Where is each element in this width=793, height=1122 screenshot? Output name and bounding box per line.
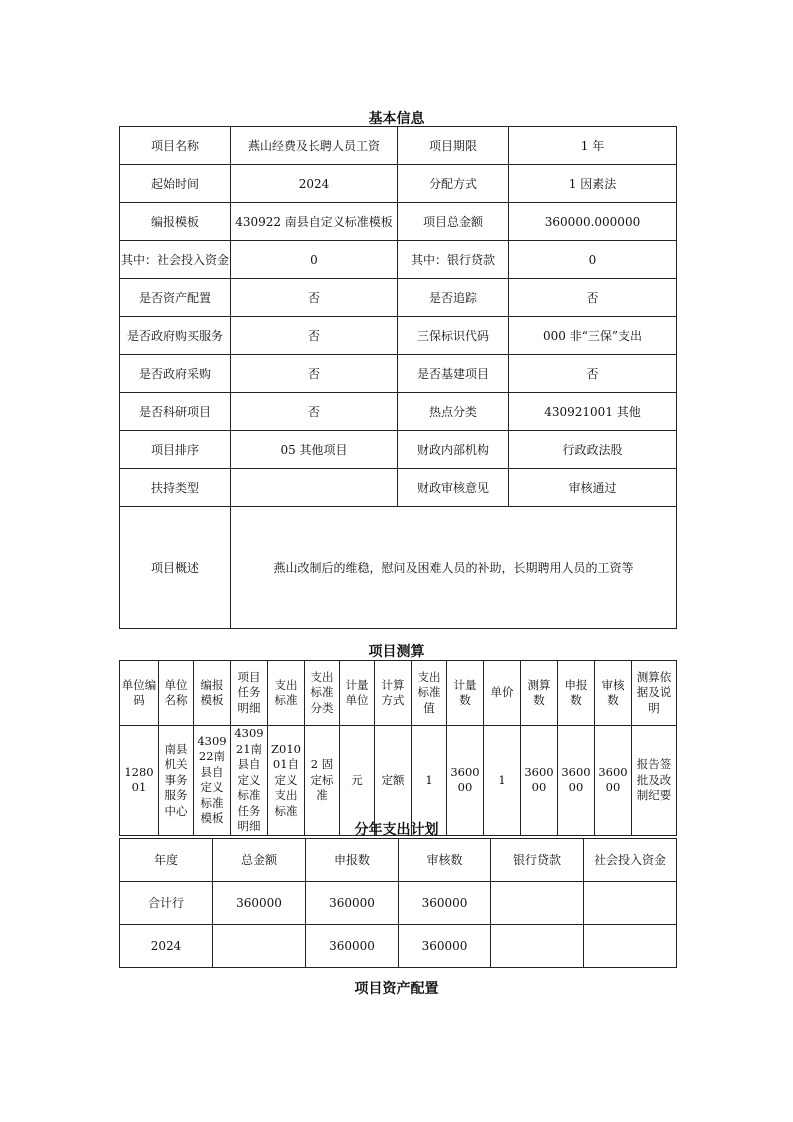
column-header: 审核数 (399, 839, 491, 882)
field-label: 财政审核意见 (398, 469, 509, 507)
plan-table (119, 838, 677, 968)
column-header: 测算依据及说明 (632, 661, 677, 726)
basic-info-row (120, 355, 677, 393)
column-header: 总金额 (213, 839, 306, 882)
table-cell: 360000 (558, 726, 595, 836)
basic-info-row (120, 241, 677, 279)
table-cell: 1 (484, 726, 521, 836)
field-label: 分配方式 (398, 165, 509, 203)
field-value: 审核通过 (509, 469, 677, 507)
field-value: 燕山经费及长聘人员工资 (231, 127, 398, 165)
table-row (120, 925, 677, 968)
table-cell: 360000 (595, 726, 632, 836)
table-cell: 360000 (521, 726, 558, 836)
table-cell: 360000 (306, 925, 399, 968)
basic-info-row (120, 279, 677, 317)
field-value: 否 (231, 279, 398, 317)
field-label: 是否基建项目 (398, 355, 509, 393)
table-cell: 2 固定标准 (305, 726, 340, 836)
field-label: 项目排序 (120, 431, 231, 469)
table-cell: 360000 (399, 925, 491, 968)
field-value: 否 (509, 355, 677, 393)
basic-info-row (120, 317, 677, 355)
field-label: 财政内部机构 (398, 431, 509, 469)
field-value: 否 (231, 355, 398, 393)
column-header: 单位编码 (120, 661, 159, 726)
table-cell: 2024 (120, 925, 213, 968)
field-value: 360000.000000 (509, 203, 677, 241)
table-cell: 南县机关事务服务中心 (159, 726, 194, 836)
table-cell: 1 (412, 726, 447, 836)
field-label: 项目概述 (120, 507, 231, 629)
column-header: 年度 (120, 839, 213, 882)
field-value: 2024 (231, 165, 398, 203)
column-header: 支出标准分类 (305, 661, 340, 726)
table-row (120, 882, 677, 925)
calc-table (119, 660, 677, 836)
asset-title: 项目资产配置 (354, 981, 439, 997)
table-cell (584, 925, 677, 968)
field-label: 其中：社会投入资金 (120, 241, 231, 279)
column-header: 项目任务明细 (231, 661, 268, 726)
project-description-value: 燕山改制后的维稳，慰问及困难人员的补助，长期聘用人员的工资等 (231, 507, 677, 629)
plan-header-row (120, 839, 677, 882)
table-cell (213, 925, 306, 968)
basic-info-table (119, 126, 677, 629)
field-label: 热点分类 (398, 393, 509, 431)
table-cell: 360000 (447, 726, 484, 836)
table-cell (584, 882, 677, 925)
field-value: 0 (509, 241, 677, 279)
basic-info-row (120, 203, 677, 241)
basic-info-title: 基本信息 (368, 111, 425, 127)
column-header: 计量单位 (340, 661, 375, 726)
field-label: 是否政府购买服务 (120, 317, 231, 355)
table-cell: Z01001自定义支出标准 (268, 726, 305, 836)
project-description-row (120, 507, 677, 629)
column-header: 银行贷款 (491, 839, 584, 882)
field-label: 起始时间 (120, 165, 231, 203)
field-label: 项目期限 (398, 127, 509, 165)
field-value: 430921001 其他 (509, 393, 677, 431)
table-cell (491, 925, 584, 968)
table-cell: 430922南县自定义标准模板 (194, 726, 231, 836)
basic-info-body (120, 127, 677, 629)
calc-header-row (120, 661, 677, 726)
column-header: 支出标准 (268, 661, 305, 726)
field-value: 否 (509, 279, 677, 317)
basic-info-row (120, 431, 677, 469)
column-header: 测算数 (521, 661, 558, 726)
column-header: 支出标准值 (412, 661, 447, 726)
field-value (231, 469, 398, 507)
field-label: 三保标识代码 (398, 317, 509, 355)
column-header: 计量数 (447, 661, 484, 726)
table-cell: 360000 (306, 882, 399, 925)
field-label: 项目名称 (120, 127, 231, 165)
table-cell (491, 882, 584, 925)
column-header: 单价 (484, 661, 521, 726)
plan-title: 分年支出计划 (354, 822, 439, 838)
field-value: 430922 南县自定义标准模板 (231, 203, 398, 241)
field-value: 0 (231, 241, 398, 279)
table-cell: 报告签批及改制纪要 (632, 726, 677, 836)
field-label: 是否科研项目 (120, 393, 231, 431)
column-header: 申报数 (306, 839, 399, 882)
calc-title: 项目测算 (368, 644, 425, 660)
field-label: 是否资产配置 (120, 279, 231, 317)
field-label: 是否政府采购 (120, 355, 231, 393)
column-header: 单位名称 (159, 661, 194, 726)
table-cell: 合计行 (120, 882, 213, 925)
field-value: 否 (231, 317, 398, 355)
field-label: 项目总金额 (398, 203, 509, 241)
field-value: 000 非“三保”支出 (509, 317, 677, 355)
table-cell: 元 (340, 726, 375, 836)
basic-info-row (120, 469, 677, 507)
field-value: 1 年 (509, 127, 677, 165)
basic-info-row (120, 393, 677, 431)
table-cell: 360000 (213, 882, 306, 925)
basic-info-row (120, 165, 677, 203)
field-label: 扶持类型 (120, 469, 231, 507)
field-label: 其中：银行贷款 (398, 241, 509, 279)
table-cell: 360000 (399, 882, 491, 925)
field-value: 否 (231, 393, 398, 431)
field-value: 1 因素法 (509, 165, 677, 203)
field-value: 行政政法股 (509, 431, 677, 469)
field-label: 是否追踪 (398, 279, 509, 317)
field-value: 05 其他项目 (231, 431, 398, 469)
table-cell: 128001 (120, 726, 159, 836)
column-header: 社会投入资金 (584, 839, 677, 882)
field-label: 编报模板 (120, 203, 231, 241)
column-header: 申报数 (558, 661, 595, 726)
column-header: 计算方式 (375, 661, 412, 726)
basic-info-row (120, 127, 677, 165)
column-header: 审核数 (595, 661, 632, 726)
table-cell: 定额 (375, 726, 412, 836)
column-header: 编报模板 (194, 661, 231, 726)
table-cell: 430921南县自定义标准任务明细 (231, 726, 268, 836)
